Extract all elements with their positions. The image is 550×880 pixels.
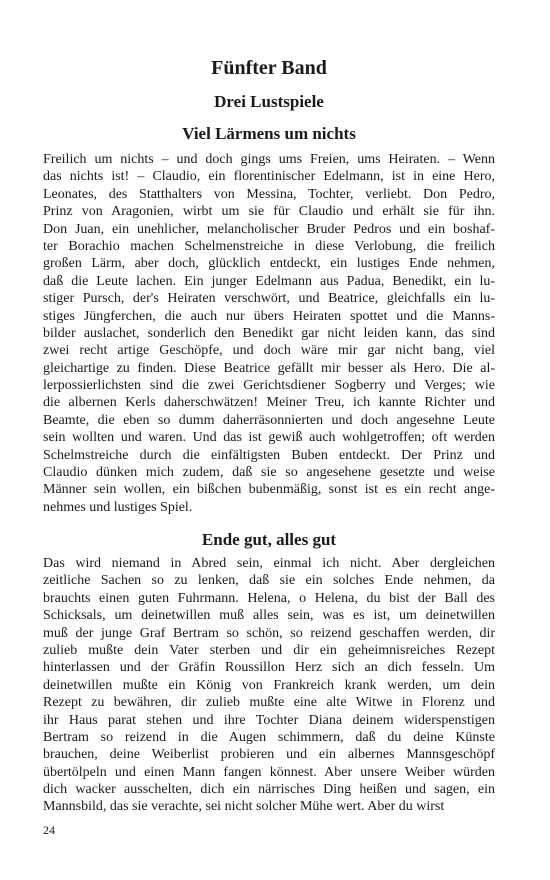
text-line: Bertram so reizend in die Augen schimmern, daß du deine Künste xyxy=(43,729,495,745)
text-line: brauchen, deine Weiberlist probieren und ein albernes Mannsgeschöpf xyxy=(43,747,495,763)
text-line: das nichts ist! – Claudio, ein florentinischer Edelmann, ist in eine Hero, xyxy=(43,169,495,185)
text-line: Leonates, des Statthalters von Messina, Tochter, verliebt. Don Pedro, xyxy=(43,186,495,202)
section-text-ende-gut xyxy=(43,555,495,816)
text-line: lerpossierlichsten sind die zwei Gerichtsdiener Sogberry und Verges; wie xyxy=(43,378,495,394)
text-line: Schicksals, um deinetwillen muß alles sein, was es ist, um deinetwillen xyxy=(43,608,495,624)
text-line: hinterlassen und der Gräfin Roussillon Herz sich an dich fesseln. Um xyxy=(43,660,495,676)
text-line: übertölpeln und einen Mann fangen könnest. Aber unsere Weiber würden xyxy=(43,764,495,780)
text-line: zwei recht artige Geschöpfe, und doch wäre mir gar nicht bang, viel xyxy=(43,343,495,359)
text-line: Schelmstreiche durch die einfältigsten Buben entdeckt. Der Prinz und xyxy=(43,447,495,463)
text-line: stiger Pursch, der's Heiraten verschwört, und Beatrice, gleichfalls ein lu- xyxy=(43,291,495,307)
text-line: Mannsbild, das sie verachte, sei nicht solcher Mühe wert. Aber du wirst xyxy=(43,799,445,815)
text-line: stiges Jüngferchen, die auch nur übers Heiraten spottet und die Manns- xyxy=(43,308,495,324)
text-line: Männer sein wollen, ein bißchen bubenmäßig, sonst ist es ein recht ange- xyxy=(43,482,495,498)
text-line: zeitliche Sachen so zu lenken, daß sie ein solches Ende nehmen, da xyxy=(43,573,495,589)
text-line: nehmes und lustiges Spiel. xyxy=(43,499,193,515)
text-line: Beamte, die eben so dumm daherräsonnierten und doch angesehne Leute xyxy=(43,412,495,428)
text-line: deinetwillen mußte ein König von Frankreich krank werden, um dein xyxy=(43,677,495,693)
page-number: 24 xyxy=(43,823,55,837)
text-line: Rezept zu bewähren, dir zulieb mußte eine alte Witwe in Florenz und xyxy=(43,695,495,711)
text-line: gleichartige zu finden. Diese Beatrice gefällt mir besser als Hero. Die al- xyxy=(43,360,495,376)
volume-title: Fünfter Band xyxy=(211,57,327,79)
text-line: brauchts einen guten Fuhrmann. Helena, o Helena, du bist der Ball des xyxy=(43,590,495,606)
text-line: Claudio dünken mich zudem, daß sie so angesehene gesetzte und weise xyxy=(43,465,495,481)
text-line: zulieb mußte dein Vater sterben und dir ein geheimnisreiches Rezept xyxy=(43,642,495,658)
text-line: Freilich um nichts – und doch gings ums Freien, ums Heiraten. – Wenn xyxy=(43,152,495,167)
text-line: daß die Leute lachen. Ein junger Edelmann aus Padua, Benedikt, ein lu- xyxy=(43,273,495,289)
text-line: großen Lärm, aber doch, glücklich entdeckt, ein lustiges Ende nehmen, xyxy=(43,256,495,272)
text-line: bilder auslachet, sonderlich den Benedikt gar nicht leiden kann, das sind xyxy=(43,325,495,341)
text-line: die albernen Kerls daherschwätzen! Meiner Treu, ich kannte Richter und xyxy=(43,395,495,411)
volume-subtitle: Drei Lustspiele xyxy=(214,92,324,111)
text-line: sein wollten und waren. Und das ist gewiß auch wohlgetroffen; oft werden xyxy=(43,430,495,446)
text-line: Don Juan, ein unehlicher, melancholischer Bruder Pedros und ein boshaf- xyxy=(43,221,495,237)
text-line: muß der junge Graf Bertram so schön, so reizend geschaffen werden, dir xyxy=(43,625,495,641)
text-line: ihr Haus parat stehen und ihre Tochter Diana deinem widerspenstigen xyxy=(43,712,495,728)
text-line: Prinz von Aragonien, wirbt um sie für Claudio und erhält sie für ihn. xyxy=(43,204,495,220)
text-line: ter Borachio machen Schelmenstreiche in diese Verlobung, die freilich xyxy=(43,238,495,254)
section-heading-viel-laermens: Viel Lärmens um nichts xyxy=(182,124,356,143)
section-heading-ende-gut: Ende gut, alles gut xyxy=(201,530,337,549)
text-line: dich wacker ausschelten, dich ein närrisches Ding heißen und sagen, ein xyxy=(43,782,495,798)
text-line: Das wird niemand in Abred sein, einmal ich nicht. Aber dergleichen xyxy=(43,556,495,571)
section-text-viel-laermens xyxy=(43,151,495,516)
